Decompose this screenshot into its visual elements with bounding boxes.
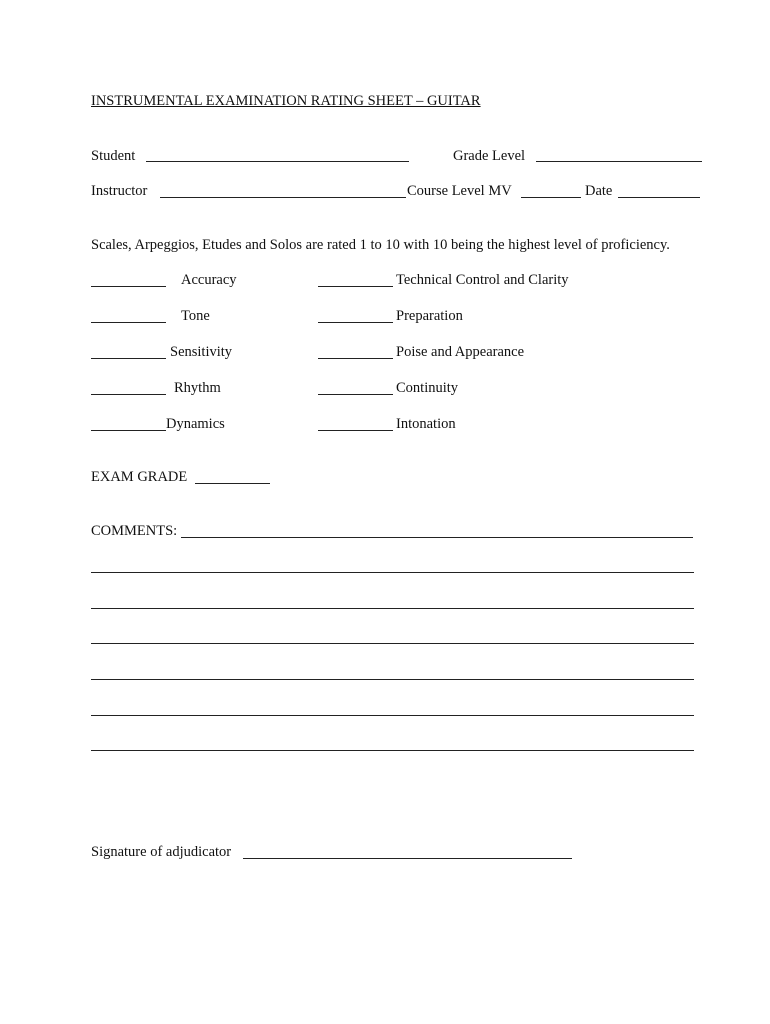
comments-line[interactable] xyxy=(91,750,694,751)
poise-score-field[interactable] xyxy=(318,358,393,359)
criterion-label: Accuracy xyxy=(181,272,237,288)
student-label: Student xyxy=(91,148,136,164)
criterion-label: Poise and Appearance xyxy=(396,344,525,360)
technical-control-score-field[interactable] xyxy=(318,286,393,287)
rhythm-score-field[interactable] xyxy=(91,394,166,395)
dynamics-score-field[interactable] xyxy=(91,430,166,431)
accuracy-score-field[interactable] xyxy=(91,286,166,287)
intonation-score-field[interactable] xyxy=(318,430,393,431)
sensitivity-score-field[interactable] xyxy=(91,358,166,359)
comments-line[interactable] xyxy=(91,679,694,680)
comments-line[interactable] xyxy=(181,537,693,538)
grade-level-label: Grade Level xyxy=(453,148,526,164)
exam-grade-label: EXAM GRADE xyxy=(91,469,188,485)
date-label: Date xyxy=(585,183,613,199)
tone-score-field[interactable] xyxy=(91,322,166,323)
criterion-label: Intonation xyxy=(396,416,456,432)
preparation-score-field[interactable] xyxy=(318,322,393,323)
instructions-text: Scales, Arpeggios, Etudes and Solos are rated 1 to 10 with 10 being the highest level of proficiency. xyxy=(91,237,670,253)
exam-grade-field[interactable] xyxy=(195,483,270,484)
instructor-field[interactable] xyxy=(160,197,406,198)
comments-line[interactable] xyxy=(91,572,694,573)
criterion-label: Preparation xyxy=(396,308,463,324)
continuity-score-field[interactable] xyxy=(318,394,393,395)
page-title: INSTRUMENTAL EXAMINATION RATING SHEET – GUITAR xyxy=(91,93,481,109)
criterion-label: Tone xyxy=(181,308,210,324)
criterion-label: Continuity xyxy=(396,380,459,396)
course-level-field[interactable] xyxy=(521,197,581,198)
student-field[interactable] xyxy=(146,161,409,162)
criterion-label: Technical Control and Clarity xyxy=(396,272,569,288)
criterion-label: Rhythm xyxy=(174,380,221,396)
signature-field[interactable] xyxy=(243,858,572,859)
course-level-label: Course Level MV xyxy=(407,183,512,199)
signature-label: Signature of adjudicator xyxy=(91,844,232,860)
comments-line[interactable] xyxy=(91,643,694,644)
criterion-label: Sensitivity xyxy=(170,344,233,360)
grade-level-field[interactable] xyxy=(536,161,702,162)
date-field[interactable] xyxy=(618,197,700,198)
criterion-label: Dynamics xyxy=(166,416,225,432)
comments-line[interactable] xyxy=(91,715,694,716)
comments-line[interactable] xyxy=(91,608,694,609)
instructor-label: Instructor xyxy=(91,183,148,199)
comments-label: COMMENTS: xyxy=(91,523,178,539)
